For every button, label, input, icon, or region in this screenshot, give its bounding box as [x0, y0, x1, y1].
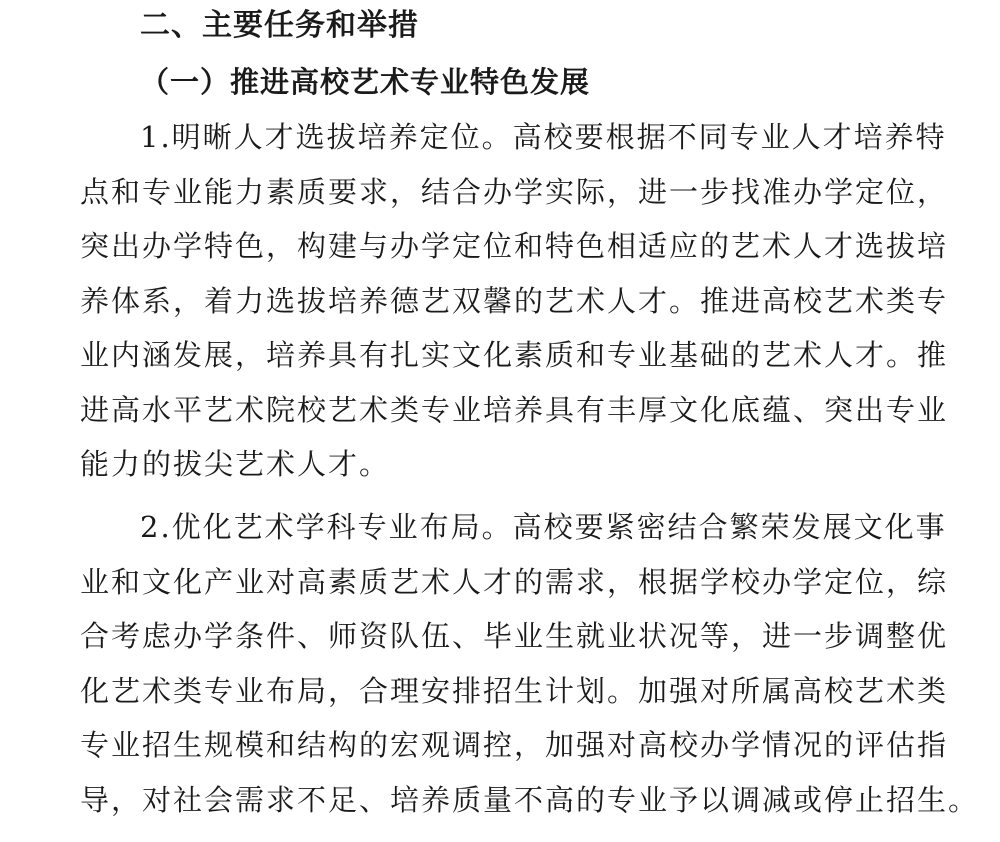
paragraph-line: 养体系，着力选拔培养德艺双馨的艺术人才。推进高校艺术类专: [80, 283, 949, 318]
paragraph-2: [80, 500, 979, 827]
paragraph-line: 业和文化产业对高素质艺术人才的需求，根据学校办学定位，综: [80, 564, 949, 599]
paragraph-line: 导，对社会需求不足、培养质量不高的专业予以调减或停止招生。: [80, 782, 980, 817]
paragraph-line: 业内涵发展，培养具有扎实文化素质和专业基础的艺术人才。推: [80, 338, 949, 372]
paragraph-line: 1.明晰人才选拔培养定位。高校要根据不同专业人才培养特: [140, 120, 947, 154]
paragraph-line: 能力的拔尖艺术人才。: [80, 447, 391, 481]
subsection-heading: （一）推进高校艺术专业特色发展: [140, 65, 591, 99]
paragraph-line: 突出办学特色，构建与办学定位和特色相适应的艺术人才选拔培: [80, 229, 949, 263]
paragraph-line: 合考虑办学条件、师资队伍、毕业生就业状况等，进一步调整优: [80, 619, 949, 653]
paragraph-line: 2.优化艺术学科专业布局。高校要紧密结合繁荣发展文化事: [140, 510, 947, 544]
paragraph-line: 专业招生规模和结构的宏观调控，加强对高校办学情况的评估指: [80, 728, 949, 762]
paragraph-line: 进高水平艺术院校艺术类专业培养具有丰厚文化底蕴、突出专业: [80, 392, 949, 427]
section-heading: 二、主要任务和举措: [140, 8, 419, 43]
paragraph-line: 化艺术类专业布局，合理安排招生计划。加强对所属高校艺术类: [80, 673, 949, 708]
paragraph-1: [80, 110, 948, 492]
paragraph-line: 点和专业能力素质要求，结合办学实际，进一步找准办学定位，: [80, 174, 949, 209]
